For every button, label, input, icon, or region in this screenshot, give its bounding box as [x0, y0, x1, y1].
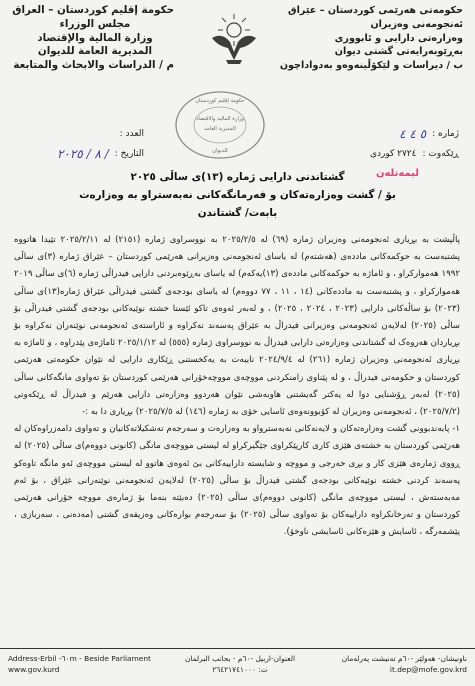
- stamp-text: حكومة إقليم كوردستان: [195, 98, 245, 104]
- number-value: ٥ ٤ ٤: [399, 127, 427, 141]
- stamp-text: للديوان: [212, 148, 228, 154]
- signature: لیمەتلەن: [375, 168, 419, 179]
- header-kurdish-line: بەڕێوبەرایەتی گشتی دیوان: [334, 46, 463, 58]
- footer-phone: ت: ٢٦٤٢١٧٤١٠٠٠: [212, 665, 268, 674]
- header-kurdish-line: ب / دیراسات و لێکۆڵینەوەو بەدواداچون: [279, 60, 463, 72]
- header-kurdish-line: ئەنجومەنی وەزیران: [370, 18, 463, 30]
- letter-footer: [0, 648, 475, 686]
- footer-email: it.dep@mofe.gov.krd: [389, 665, 467, 674]
- footer-address: العنوان-اربيل -٦٠م - بجانب البرلمان: [184, 654, 296, 663]
- number-label: العدد :: [119, 129, 144, 139]
- circular-title: گشتاندنی دارایی ژمارە (١٣)ی ساڵی ٢٠٢٥: [130, 171, 345, 183]
- footer-arabic: [170, 653, 310, 675]
- stamp-text: المديرية العامة: [204, 126, 236, 132]
- body-paragraph: پاڵپشت بە بڕیاری ئەنجومەنی وەزیران ژمارە (٦٩) لە ٢٠٢٥/٢/٥ بە نووسراوی ژمارە (٢١٥١) لە ٢٠٢٥/٢/١١ تێیدا هاتووە پشتبەست بە حوکمەکانی ماددەی (هەشتەم) لە یاسای ئەنجومەنی وەزیرانی هەرێمی کوردستان – عێراق ژمارە (٣)ی ساڵی ١٩٩٢ هەموارکراو ، و ئاماژە بە حوکمەکانی ماددەی (١٣)یەکەم) لە یاسای بەڕێوەبردنی دارایی فیدراڵی ژمارە (٦)ی ساڵی ٢٠١٩ هەموارکراو ، و پشتبەست بە ماددەکانی (١٤ ، ١١ ، ٧٧ دووەم) لە یاسای بودجەی گشتی فیدراڵی عێراق ژمارە(١٣)ی ساڵی (٢٠٢٣) بۆ ساڵەکانی دارایی (٢٠٢٣ ، ٢٠٢٤ ، ٢٠٢٥) ، و لەبەر ئەوەی تاکو ئێستا خشتە نوێیەکانی بودجەی گشتی فیدراڵی بۆ ساڵی (٢٠٢٥) لەلایەن ئەنجومەنی وەزیرانی فیدراڵ بە عێراق پەسەند نەکراوە و ئاراستەی ئەنجومەنی نوێنەران نەکراوە بۆ بڕیاردان هەروەک لە گشتاندنی وەزارەتی دارایی فیدراڵ بە نووسراوی ژمارە (٥٥٥) لە ٢٠٢٥/١/١٢ ئاماژەی پێدراوە ، و ئاماژە بە بڕیاری ئەنجومەنی وەزیران ژمارە (٢٦١) لە ٢٠٢٤/٩/٤ تایبەت بە یەکخستنی ڕێکاری دارایی لە نێوان حکومەتی هەرێمی کوردستان و حکومەتی فیدراڵ ، و لە پێناوی زامنکردنی مووچەی مووچەخۆرانی هەرێمی کوردستان بۆ تەواوی مانگەکانی ساڵی (٢٠٢٥) لەبەر ڕۆشنایی دوا لە یەکتر گەیشتنی هاوبەشی نێوان هەردوو وەزارەتی دارایی هەرێم و فیدراڵ لە ڕێکەوتی (٢٠٢٥/٧/٢) ، ئەنجومەنی وەزیران لە کۆبوونەوەی ئاسایی خۆی بە ژمارە (١٤٦) لە ٢٠٢٥/٧/٥) بڕیاری دا بە :-: [14, 235, 461, 418]
- header-arabic-line: مجلس الوزراء: [59, 17, 131, 30]
- header-arabic-line: حكومة إقليم كوردستان – العراق: [12, 4, 174, 16]
- stamp-text: وزارة المالية والاقتصاد: [196, 116, 244, 122]
- number-label: ژمارە :: [432, 129, 459, 139]
- header-kurdish: [279, 4, 463, 73]
- footer-website: www.gov.kurd: [8, 665, 60, 674]
- footer-english: [8, 653, 151, 675]
- kurdistan-emblem-logo: [204, 8, 264, 66]
- footer-address: Address-Erbil -٦٠m - Beside Parliament: [8, 654, 151, 663]
- date-value: ٢٧٢٤ کوردی: [369, 149, 417, 159]
- letter-body: [14, 232, 460, 542]
- date-label: التاريخ :: [114, 149, 144, 159]
- letter-titles: [20, 168, 455, 222]
- header-arabic-line: م / الدراسات والابحاث والمتابعة: [13, 59, 174, 72]
- footer-kurdish: [317, 653, 467, 675]
- addressee: بۆ / گشت وەزارەتەکان و فەرمانگەکانی نەبەستراو بە وەزارەت: [79, 189, 396, 201]
- header-arabic-line: المديرية العامة للديوان: [37, 45, 153, 58]
- body-paragraph: ١- پابەندبوونی گشت وەزارەتەکان و لایەنەکانی نەبەسترواو بە وەزارەت و سەرجەم تەشکیلاتەکانیان و تەواوی دامەزراوەکان لە هەرێمی کوردستان بە خشتەی هێزی کاری کارپێکراوی جێگیرکراو لە لیستی مووچەی مانگی (کانونی دووەم)ی ساڵی (٢٠٢٥) لە ڕووی ژمارەی هێزی کار و بڕی خەرجی و مووچە و شایستە داراییەکانی بێ ئەوەی هاتوو لە لیستی مووچەی ئەو مانگە تاوەکو پەسەند کردنی خشتە نوێیەکانی بودجەی گشتی فیدراڵ بۆ ساڵی (٢٠٢٥) لەلایەن ئەنجومەنی نوێنەرانی عێراق ، بۆ ئەم مەبەستەش ، لیستی مووچەی مانگی (کانونی دووەم)ی ساڵی (٢٠٢٥) دەبێتە بنەما بۆ ژمارەی مووچە خۆرانی هەرێمی کوردستان و تەرخانکراوە داراییەکان بۆ تەواوی ساڵی (٢٠٢٥) بۆ سەرجەم بوارەکانی وەزیفەی گشتی (مەدەنی ، سەربازی ، پێشمەرگە ، ئاسایش و هێزەکانی ئاسایشی ناوخۆ).: [14, 424, 461, 538]
- date-label: ڕێکەوت :: [422, 149, 459, 159]
- date-value: / ٨ / ٢٠٢٥: [56, 147, 109, 161]
- header-kurdish-line: حكومەتی هەرێمی کوردستان – عێراق: [288, 5, 463, 16]
- header-arabic-line: وزارة المالية والإقتصاد: [37, 31, 153, 44]
- official-stamp: [174, 90, 266, 160]
- header-arabic: [12, 4, 174, 73]
- subject: بابەت/ گشتاندن: [197, 207, 278, 219]
- reference-arabic: [24, 124, 144, 164]
- header-kurdish-line: وەزارەتی دارایی و ئابووری: [334, 32, 463, 44]
- footer-address: ناونیشان- هەولێر -٦٠م تەنیشت پەرلەمان: [341, 654, 467, 663]
